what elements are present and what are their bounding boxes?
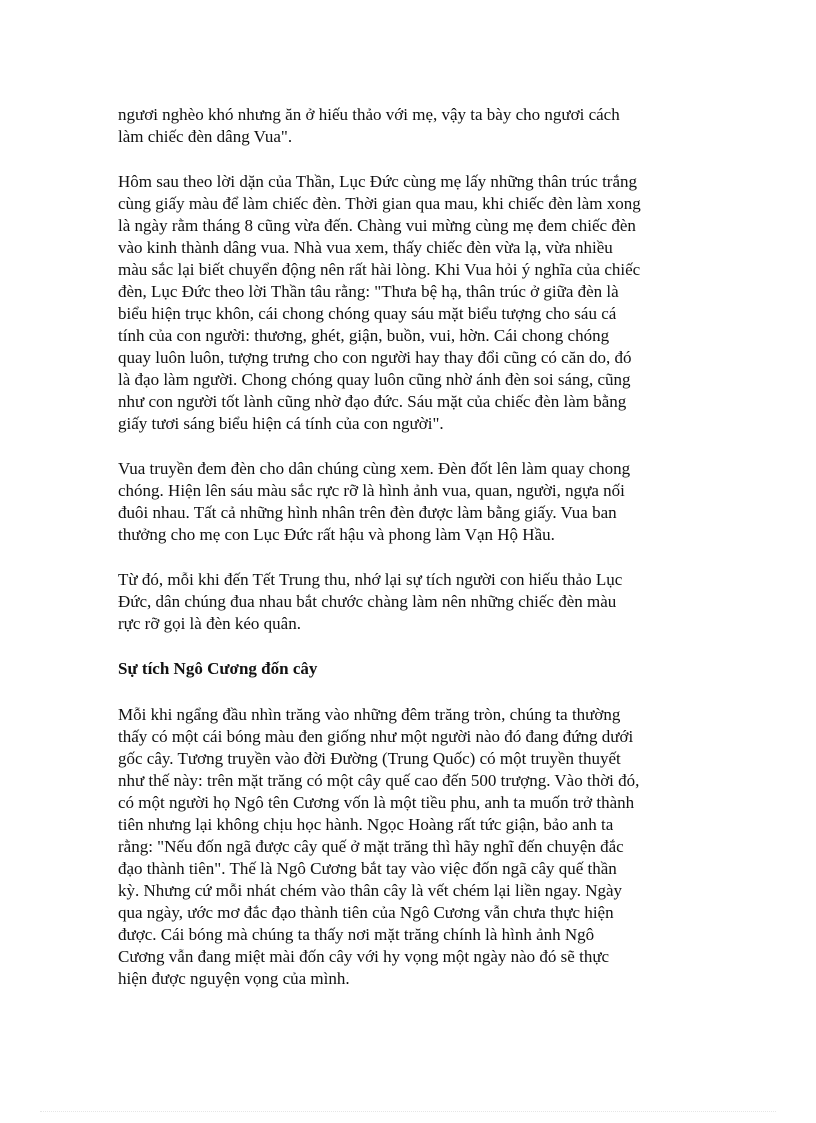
text-line: có một người họ Ngô tên Cương vốn là một tiều phu, anh ta muốn trở thành	[118, 793, 635, 812]
text-line: giấy tươi sáng biểu hiện cá tính của con người".	[118, 414, 444, 433]
text-line: màu sắc lại biết chuyển động nên rất hài lòng. Khi Vua hỏi ý nghĩa của chiếc	[118, 260, 641, 279]
text-line: gốc cây. Tương truyền vào đời Đường (Trung Quốc) có một truyền thuyết	[118, 749, 621, 768]
text-line: đèn, Lục Đức theo lời Thần tâu rằng: "Thưa bệ hạ, thân trúc ở giữa đèn là	[118, 282, 619, 301]
paragraph-3	[118, 458, 703, 546]
page-bottom-divider	[40, 1111, 776, 1112]
text-line: đạo thành tiên". Thế là Ngô Cương bắt tay vào việc đốn ngã cây quế thần	[118, 859, 617, 878]
text-line: quay luôn luôn, tượng trưng cho con người hay thay đổi cũng có căn do, đó	[118, 348, 632, 367]
text-line: như con người tốt lành cũng nhờ đạo đức. Sáu mặt của chiếc đèn làm bằng	[118, 392, 627, 411]
paragraph-2	[118, 171, 703, 435]
text-line: cùng giấy màu để làm chiếc đèn. Thời gian qua mau, khi chiếc đèn làm xong	[118, 194, 641, 213]
paragraph-1	[118, 104, 703, 148]
section-heading: Sự tích Ngô Cương đốn cây	[118, 659, 318, 678]
text-line: biểu hiện trục khôn, cái chong chóng quay sáu mặt biểu tượng cho sáu cá	[118, 304, 617, 323]
text-line: đuôi nhau. Tất cả những hình nhân trên đèn được làm bằng giấy. Vua ban	[118, 503, 617, 522]
text-line: Từ đó, mỗi khi đến Tết Trung thu, nhớ lại sự tích người con hiếu thảo Lục	[118, 570, 623, 589]
text-line: Mỗi khi ngẩng đầu nhìn trăng vào những đêm trăng tròn, chúng ta thường	[118, 705, 621, 724]
text-line: Cương vẫn đang miệt mài đốn cây với hy vọng một ngày nào đó sẽ thực	[118, 947, 610, 966]
document-body	[118, 104, 703, 1013]
text-line: thấy có một cái bóng màu đen giống như một người nào đó đang đứng dưới	[118, 727, 634, 746]
text-line: thưởng cho mẹ con Lục Đức rất hậu và phong làm Vạn Hộ Hầu.	[118, 525, 555, 544]
text-line: kỳ. Nhưng cứ mỗi nhát chém vào thân cây là vết chém lại liền ngay. Ngày	[118, 881, 623, 900]
text-line: qua ngày, ước mơ đắc đạo thành tiên của Ngô Cương vẫn chưa thực hiện	[118, 903, 614, 922]
text-line: tính của con người: thương, ghét, giận, buồn, vui, hờn. Cái chong chóng	[118, 326, 610, 345]
paragraph-5	[118, 704, 703, 990]
text-line: Đức, dân chúng đua nhau bắt chước chàng làm nên những chiếc đèn màu	[118, 592, 617, 611]
text-line: là ngày rằm tháng 8 cũng vừa đến. Chàng vui mừng cùng mẹ đem chiếc đèn	[118, 216, 636, 235]
text-line: hiện được nguyện vọng của mình.	[118, 969, 350, 988]
text-line: rằng: "Nếu đốn ngã được cây quế ở mặt trăng thì hãy nghĩ đến chuyện đắc	[118, 837, 624, 856]
paragraph-4	[118, 569, 703, 635]
text-line: Vua truyền đem đèn cho dân chúng cùng xem. Đèn đốt lên làm quay chong	[118, 459, 631, 478]
text-line: làm chiếc đèn dâng Vua".	[118, 127, 293, 146]
text-line: chóng. Hiện lên sáu màu sắc rực rỡ là hình ảnh vua, quan, người, ngựa nối	[118, 481, 625, 500]
text-line: vào kinh thành dâng vua. Nhà vua xem, thấy chiếc đèn vừa lạ, vừa nhiều	[118, 238, 613, 257]
text-line: là đạo làm người. Chong chóng quay luôn cũng nhờ ánh đèn soi sáng, cũng	[118, 370, 631, 389]
text-line: ngươi nghèo khó nhưng ăn ở hiếu thảo với mẹ, vậy ta bày cho ngươi cách	[118, 105, 620, 124]
text-line: rực rỡ gọi là đèn kéo quân.	[118, 614, 301, 633]
text-line: được. Cái bóng mà chúng ta thấy nơi mặt trăng chính là hình ảnh Ngô	[118, 925, 595, 944]
text-line: như thế này: trên mặt trăng có một cây quế cao đến 500 trượng. Vào thời đó,	[118, 771, 640, 790]
text-line: Hôm sau theo lời dặn của Thần, Lục Đức cùng mẹ lấy những thân trúc trắng	[118, 172, 638, 191]
text-line: tiên nhưng lại không chịu học hành. Ngọc Hoàng rất tức giận, bảo anh ta	[118, 815, 614, 834]
